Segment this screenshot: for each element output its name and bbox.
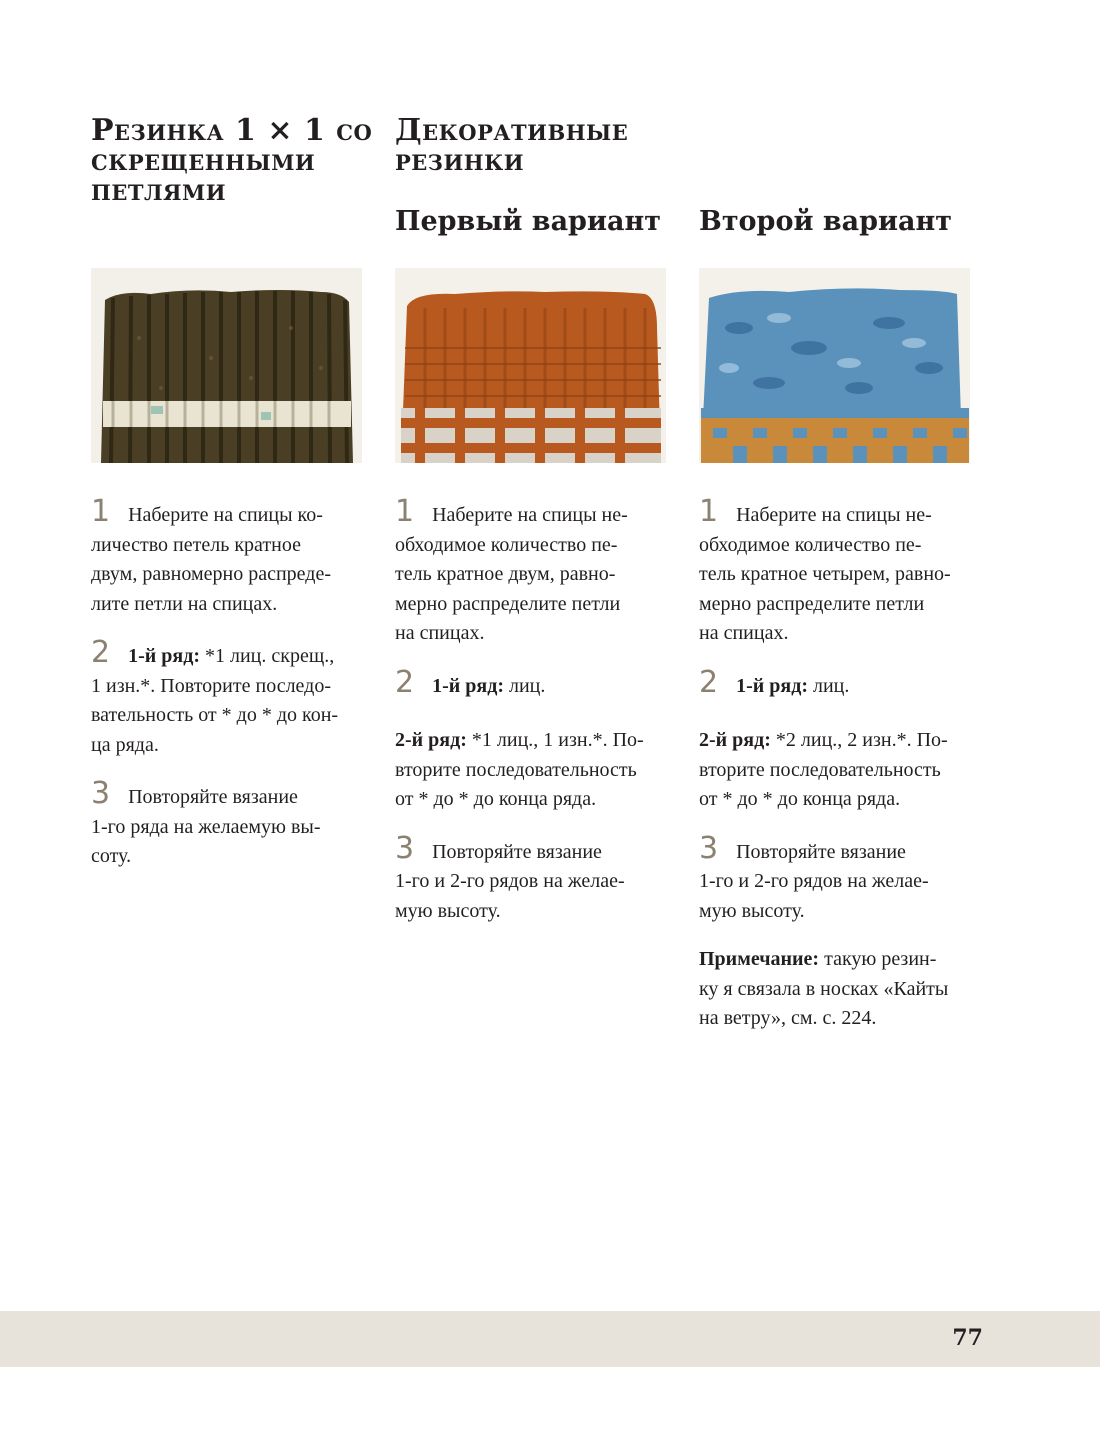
steps-list <box>91 494 363 891</box>
footer-band <box>0 1311 1100 1367</box>
step-2-row-2: 2-й ряд: *1 лиц., 1 изн.*. По- вторите последовательность от * до * до конца ряда. <box>395 729 644 810</box>
step-2-row-2: 2-й ряд: *2 лиц., 2 изн.*. По- вторите последовательность от * до * до конца ряда. <box>699 729 948 810</box>
step-3: 3 Повторяйте вязание 1-го и 2-го рядов на желае- мую высоту. <box>395 830 625 922</box>
subtitle-variant-2: Второй вариант <box>699 206 953 237</box>
step-2: 2 1-й ряд: *1 лиц. скрещ., 1 изн.*. Повторите последо- вательность от * до * до кон- ца ряда. <box>91 635 339 756</box>
step-3: 3 Повторяйте вязание 1-го и 2-го рядов на желае- мую высоту. <box>699 830 929 922</box>
steps-list <box>395 494 670 945</box>
section-title-decorative-rib: Декоративные резинки <box>395 113 629 178</box>
knit-sample-photo-variant-2 <box>699 268 970 463</box>
step-3: 3 Повторяйте вязание 1-го ряда на желаемую вы- соту. <box>91 776 321 867</box>
knit-sample-photo-crossed-rib <box>91 268 362 463</box>
step-2: 2 1-й ряд: лиц. <box>699 664 850 700</box>
section-title-crossed-rib: Резинка 1 × 1 со скрещенными петлями <box>91 113 373 208</box>
note: Примечание: такую резин- ку я связала в носках «Кайты на ветру», см. с. 224. <box>699 948 949 1029</box>
subtitle-variant-1: Первый вариант <box>395 206 661 237</box>
knit-sample-photo-variant-1 <box>395 268 666 463</box>
step-1: 1 Наберите на спицы не- обходимое количество пе- тель кратное двум, равно- мерно распределите петли на спицах. <box>395 494 628 644</box>
step-2: 2 1-й ряд: лиц. <box>395 664 546 700</box>
step-1: 1 Наберите на спицы ко- личество петель кратное двум, равномерно распреде- лите петли на спицах. <box>91 494 331 615</box>
steps-list <box>699 494 974 1053</box>
step-1: 1 Наберите на спицы не- обходимое количество пе- тель кратное четырем, равно- мерно распределите петли на спицах. <box>699 494 951 644</box>
page-number: 77 <box>952 1325 983 1351</box>
